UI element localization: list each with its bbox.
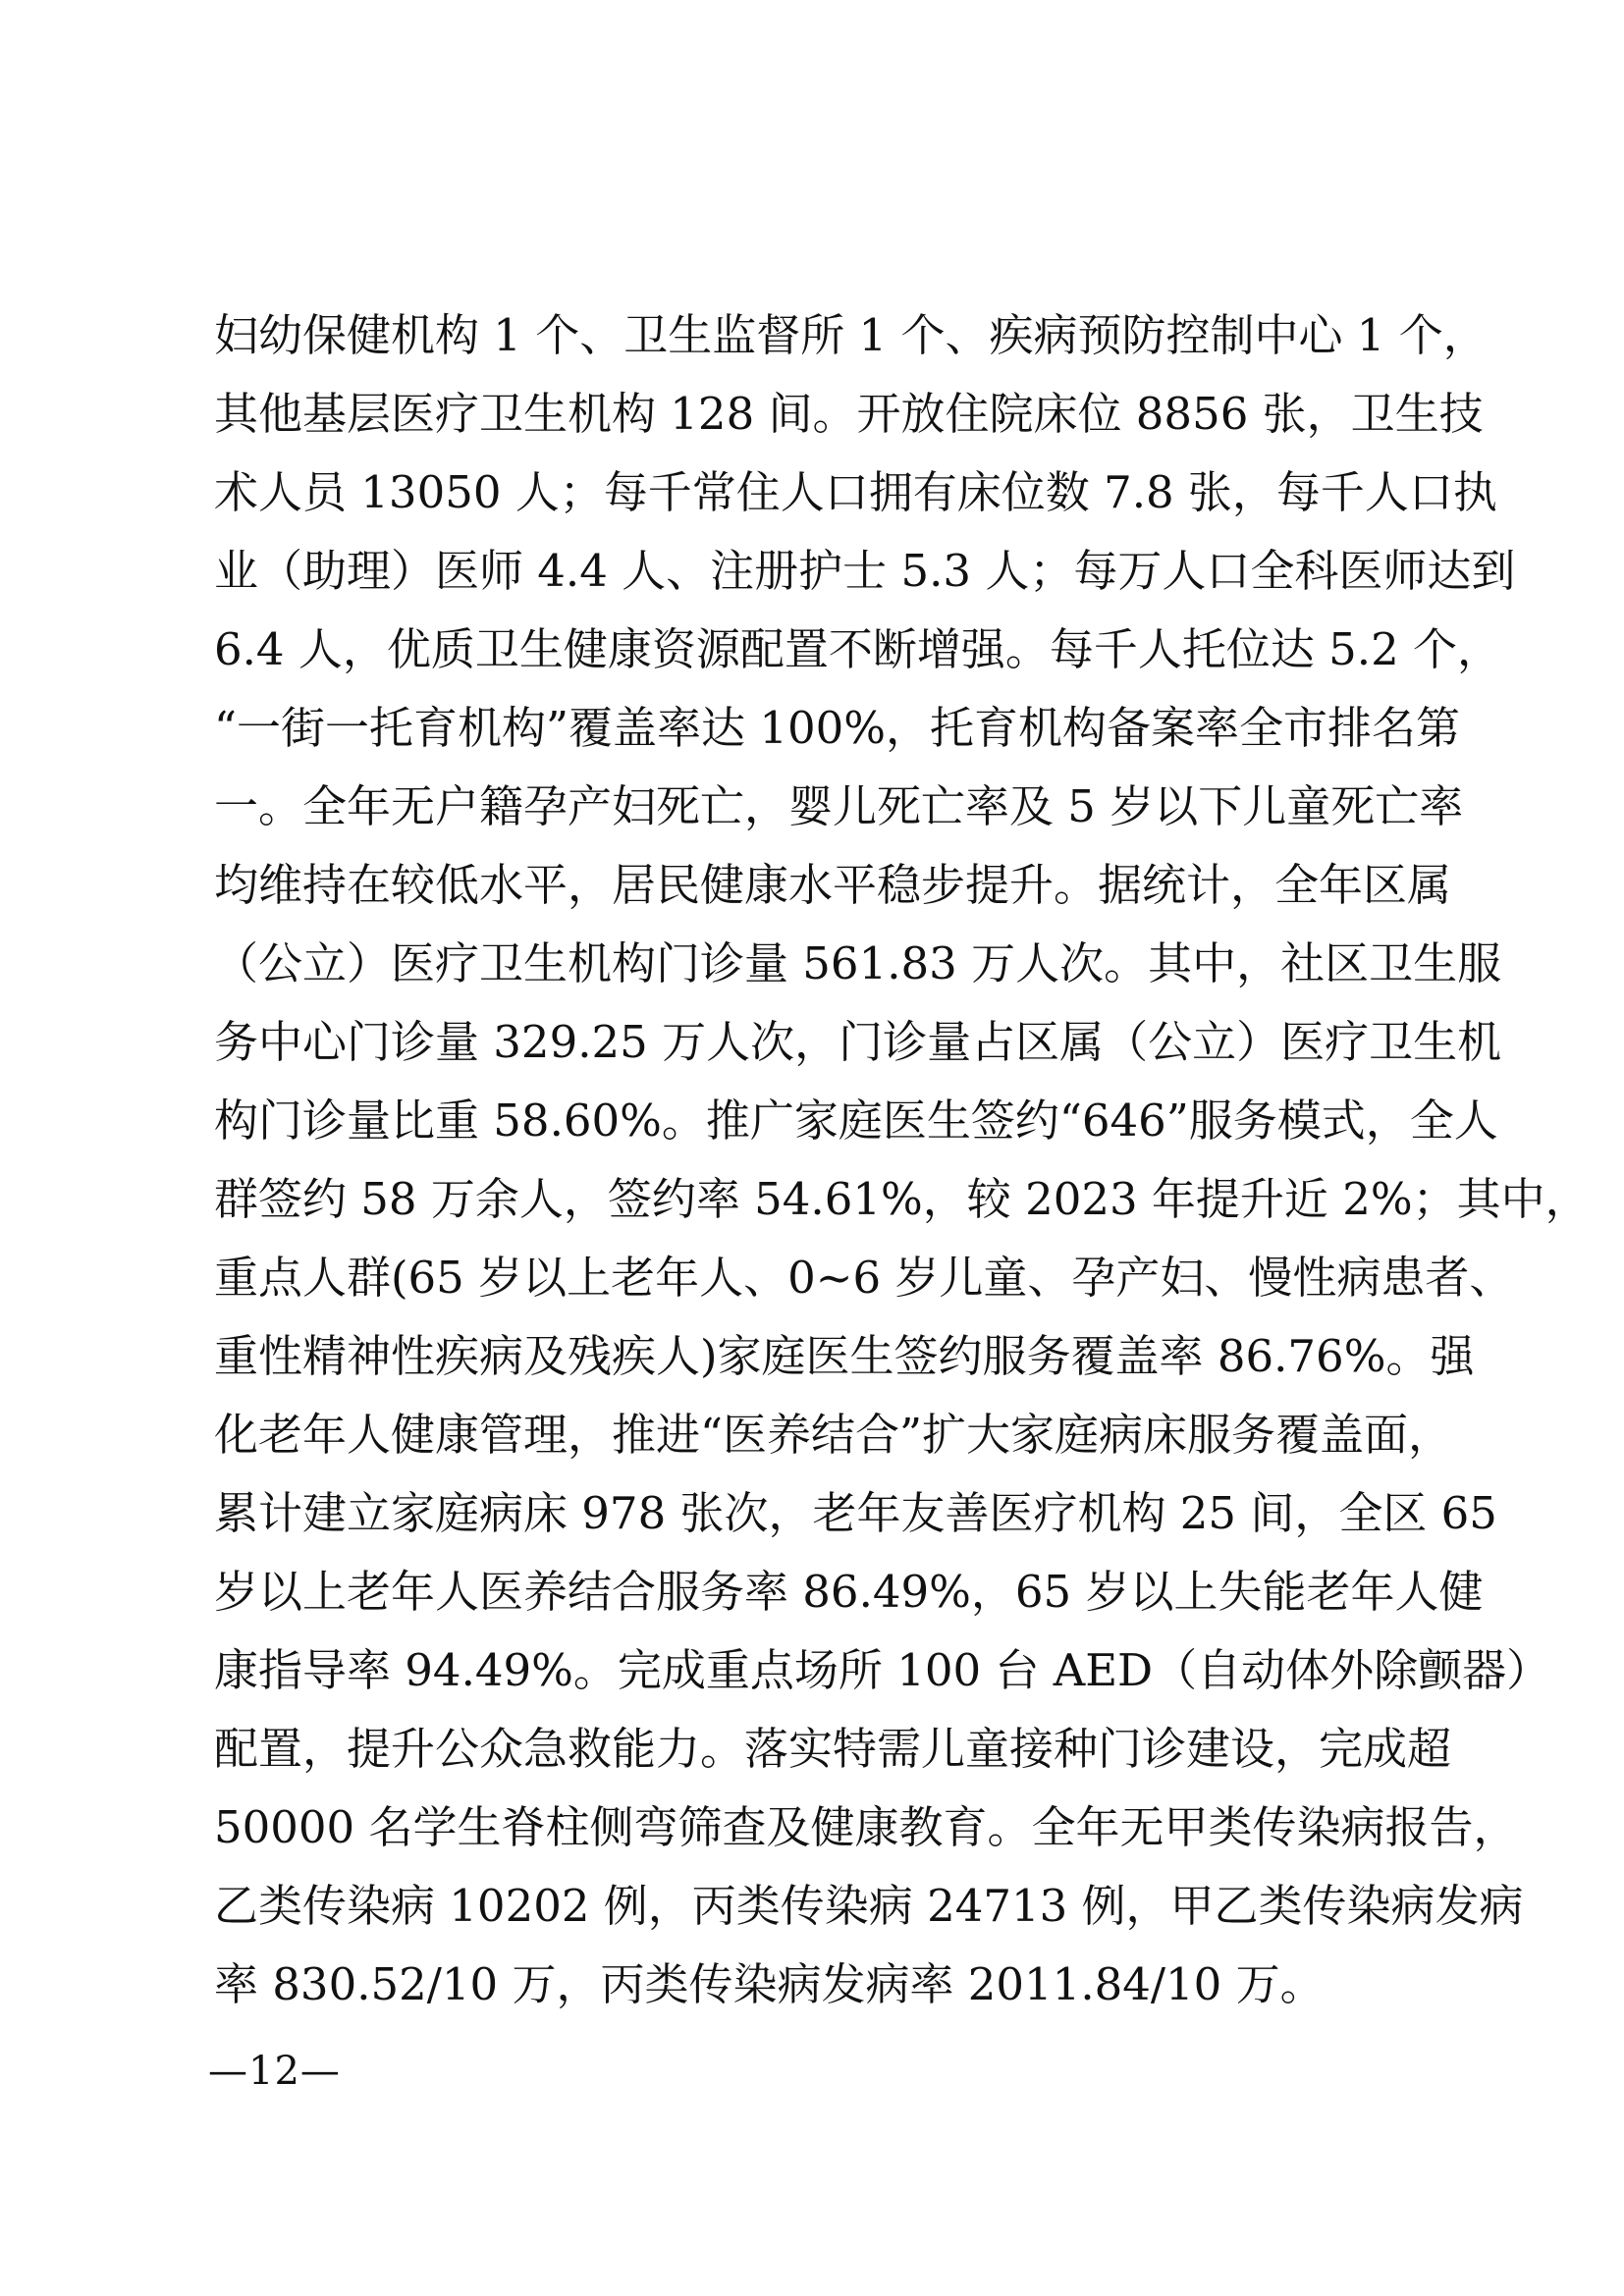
text-line: 化老年人健康管理，推进“医养结合”扩大家庭病床服务覆盖面，: [214, 1409, 1453, 1461]
text-line: “一街一托育机构”覆盖率达 100%，托育机构备案率全市排名第: [214, 702, 1460, 754]
text-line: 一。全年无户籍孕产妇死亡，婴儿死亡率及 5 岁以下儿童死亡率: [214, 780, 1464, 832]
page-number: —12—: [208, 2049, 341, 2094]
text-line: 50000 名学生脊柱侧弯筛查及健康教育。全年无甲类传染病报告，: [214, 1801, 1518, 1853]
text-line: 岁以上老年人医养结合服务率 86.49%，65 岁以上失能老年人健: [214, 1566, 1484, 1618]
text-line: 构门诊量比重 58.60%。推广家庭医生签约“646”服务模式，全人: [214, 1095, 1498, 1147]
text-line: 务中心门诊量 329.25 万人次，门诊量占区属（公立）医疗卫生机: [214, 1016, 1502, 1068]
text-line: 配置，提升公众急救能力。落实特需儿童接种门诊建设，完成超: [214, 1723, 1452, 1775]
text-line: 乙类传染病 10202 例，丙类传染病 24713 例，甲乙类传染病发病: [214, 1880, 1524, 1932]
text-line: 康指导率 94.49%。完成重点场所 100 台 AED（自动体外除颤器）: [214, 1644, 1551, 1696]
text-line: 其他基层医疗卫生机构 128 间。开放住院床位 8856 张，卫生技: [214, 388, 1484, 440]
text-line: 重性精神性疾病及残疾人)家庭医生签约服务覆盖率 86.76%。强: [214, 1330, 1475, 1382]
text-line: 群签约 58 万余人，签约率 54.61%，较 2023 年提升近 2%；其中，: [214, 1173, 1590, 1225]
text-line: 均维持在较低水平，居民健康水平稳步提升。据统计，全年区属: [214, 859, 1452, 911]
text-line: 业（助理）医师 4.4 人、注册护士 5.3 人；每万人口全科医师达到: [214, 545, 1516, 597]
text-line: 术人员 13050 人；每千常住人口拥有床位数 7.8 张，每千人口执: [214, 466, 1497, 518]
text-line: （公立）医疗卫生机构门诊量 561.83 万人次。其中，社区卫生服: [214, 937, 1502, 989]
text-line: 6.4 人，优质卫生健康资源配置不断增强。每千人托位达 5.2 个，: [214, 623, 1502, 675]
text-line: 妇幼保健机构 1 个、卫生监督所 1 个、疾病预防控制中心 1 个，: [214, 309, 1488, 361]
text-line: 累计建立家庭病床 978 张次，老年友善医疗机构 25 间，全区 65: [214, 1487, 1497, 1539]
text-line: 重点人群(65 岁以上老年人、0~6 岁儿童、孕产妇、慢性病患者、: [214, 1252, 1514, 1304]
text-line-last: 率 830.52/10 万，丙类传染病发病率 2011.84/10 万。: [214, 1958, 1325, 2010]
